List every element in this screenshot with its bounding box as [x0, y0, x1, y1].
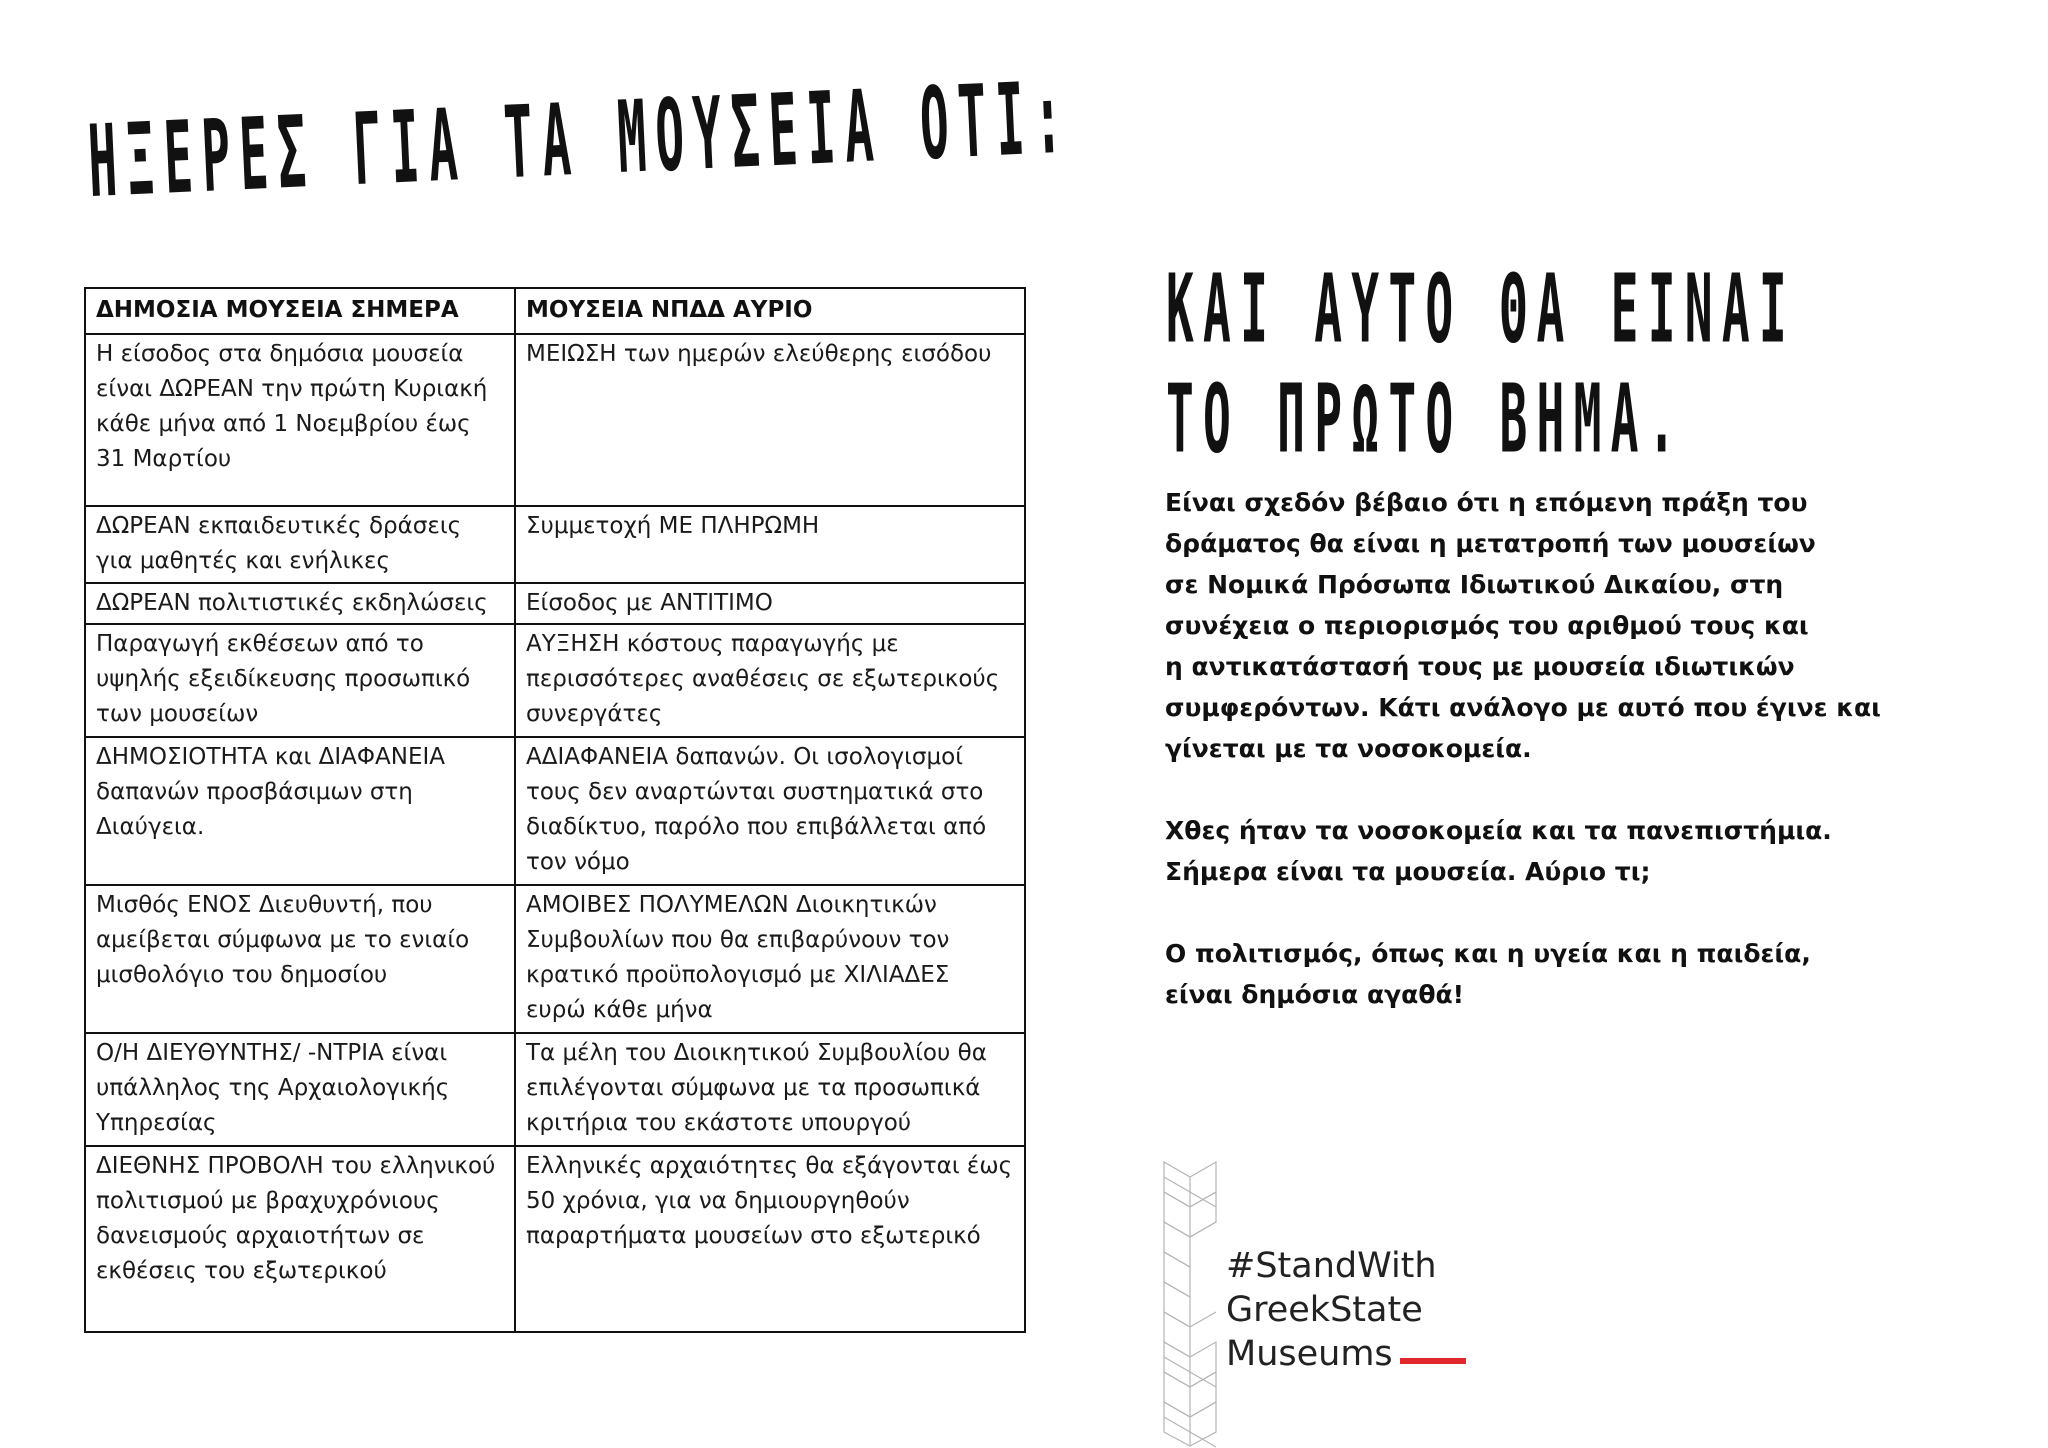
comparison-table [84, 287, 1026, 1333]
header-today: ΔΗΜΟΣΙΑ ΜΟΥΣΕΙΑ ΣΗΜΕΡΑ [85, 288, 515, 334]
paragraph-public-goods: Ο πολιτισμός, όπως και η υγεία και η παιδεία, είναι δημόσια αγαθά! [1165, 939, 1811, 1009]
header-tomorrow: ΜΟΥΣΕΙΑ ΝΠΔΔ ΑΥΡΙΟ [515, 288, 1025, 334]
cell-today: ΔΩΡΕΑΝ εκπαιδευτικές δράσεις για μαθητές και ενήλικες [85, 506, 515, 583]
table-row [85, 737, 1025, 885]
cell-today: Μισθός ΕΝΟΣ Διευθυντή, που αμείβεται σύμφωνα με το ενιαίο μισθολόγιο του δημοσίου [85, 885, 515, 1033]
cell-today: Παραγωγή εκθέσεων από το υψηλής εξειδίκευσης προσωπικό των μουσείων [85, 624, 515, 737]
table-row [85, 334, 1025, 506]
cell-tomorrow: Τα μέλη του Διοικητικού Συμβουλίου θα επιλέγονται σύμφωνα με τα προσωπικά κριτήρια του εκάστοτε υπουργού [515, 1033, 1025, 1146]
table-row [85, 885, 1025, 1033]
table-row [85, 1146, 1025, 1332]
cell-today: ΔΩΡΕΑΝ πολιτιστικές εκδηλώσεις [85, 583, 515, 624]
cell-tomorrow: ΑΔΙΑΦΑΝΕΙΑ δαπανών. Οι ισολογισμοί τους δεν αναρτώνται συστηματικά στο διαδίκτυο, παρόλο που επιβάλλεται από τον νόμο [515, 737, 1025, 885]
logo-line3: Museums [1226, 1334, 1393, 1374]
headline-right-line2: ΤΟ ΠΡΩΤΟ ΒΗΜΑ. [1166, 363, 1685, 475]
logo-line1: #StandWith [1226, 1246, 1437, 1286]
cell-today: ΔΗΜΟΣΙΟΤΗΤΑ και ΔΙΑΦΑΝΕΙΑ δαπανών προσβάσιμων στη Διαύγεια. [85, 737, 515, 885]
logo-text [1226, 1244, 1437, 1376]
cell-tomorrow: ΑΥΞΗΣΗ κόστους παραγωγής με περισσότερες αναθέσεις σε εξωτερικούς συνεργάτες [515, 624, 1025, 737]
table-row [85, 624, 1025, 737]
table-header-row [85, 288, 1025, 334]
paragraph-yesterday-today: Χθες ήταν τα νοσοκομεία και τα πανεπιστήμια. Σήμερα είναι τα μουσεία. Αύριο τι; [1165, 816, 1832, 886]
logo-line2: GreekState [1226, 1290, 1423, 1330]
cell-today: Ο/Η ΔΙΕΥΘΥΝΤΗΣ/ -ΝΤΡΙΑ είναι υπάλληλος της Αρχαιολογικής Υπηρεσίας [85, 1033, 515, 1146]
table-row [85, 583, 1025, 624]
cell-tomorrow: Είσοδος με ΑΝΤΙΤΙΜΟ [515, 583, 1025, 624]
right-body-text [1165, 482, 1965, 1056]
standwith-logo [1162, 1160, 1492, 1448]
cell-today: ΔΙΕΘΝΗΣ ΠΡΟΒΟΛΗ του ελληνικού πολιτισμού με βραχυχρόνιους δανεισμούς αρχαιοτήτων σε εκθέσεις του εξωτερικού [85, 1146, 515, 1332]
cell-tomorrow: ΑΜΟΙΒΕΣ ΠΟΛΥΜΕΛΩΝ Διοικητικών Συμβουλίων που θα επιβαρύνουν τον κρατικό προϋπολογισμό με ΧΙΛΙΑΔΕΣ ευρώ κάθε μήνα [515, 885, 1025, 1033]
cube-pattern-icon [1162, 1160, 1222, 1448]
cell-tomorrow: Συμμετοχή ΜΕ ΠΛΗΡΩΜΗ [515, 506, 1025, 583]
headline-right-line1: ΚΑΙ ΑΥΤΟ ΘΑ ΕΙΝΑΙ [1166, 253, 1796, 365]
red-accent-bar [1400, 1358, 1466, 1364]
cell-tomorrow: Ελληνικές αρχαιότητες θα εξάγονται έως 50 χρόνια, για να δημιουργηθούν παραρτήματα μουσείων στο εξωτερικό [515, 1146, 1025, 1332]
cell-tomorrow: ΜΕΙΩΣΗ των ημερών ελεύθερης εισόδου [515, 334, 1025, 506]
table-row [85, 1033, 1025, 1146]
paragraph-npid: Είναι σχεδόν βέβαιο ότι η επόμενη πράξη του δράματος θα είναι η μετατροπή των μουσείων σε Νομικά Πρόσωπα Ιδιωτικού Δικαίου, στη συνέχεια ο περιορισμός του αριθμού τους και η αντικατάστασή τους με μουσεία ιδιωτικών συμφερόντων. Κάτι ανάλογο με αυτό που έγινε και γίνεται με τα νοσοκομεία. [1165, 488, 1881, 763]
cell-today: Η είσοδος στα δημόσια μουσεία είναι ΔΩΡΕΑΝ την πρώτη Κυριακή κάθε μήνα από 1 Νοεμβρίου έως 31 Μαρτίου [85, 334, 515, 506]
table-row [85, 506, 1025, 583]
headline-left: ΗΞΕΡΕΣ ΓΙΑ ΤΑ ΜΟΥΣΕΙΑ ΟΤΙ: [85, 59, 1074, 220]
